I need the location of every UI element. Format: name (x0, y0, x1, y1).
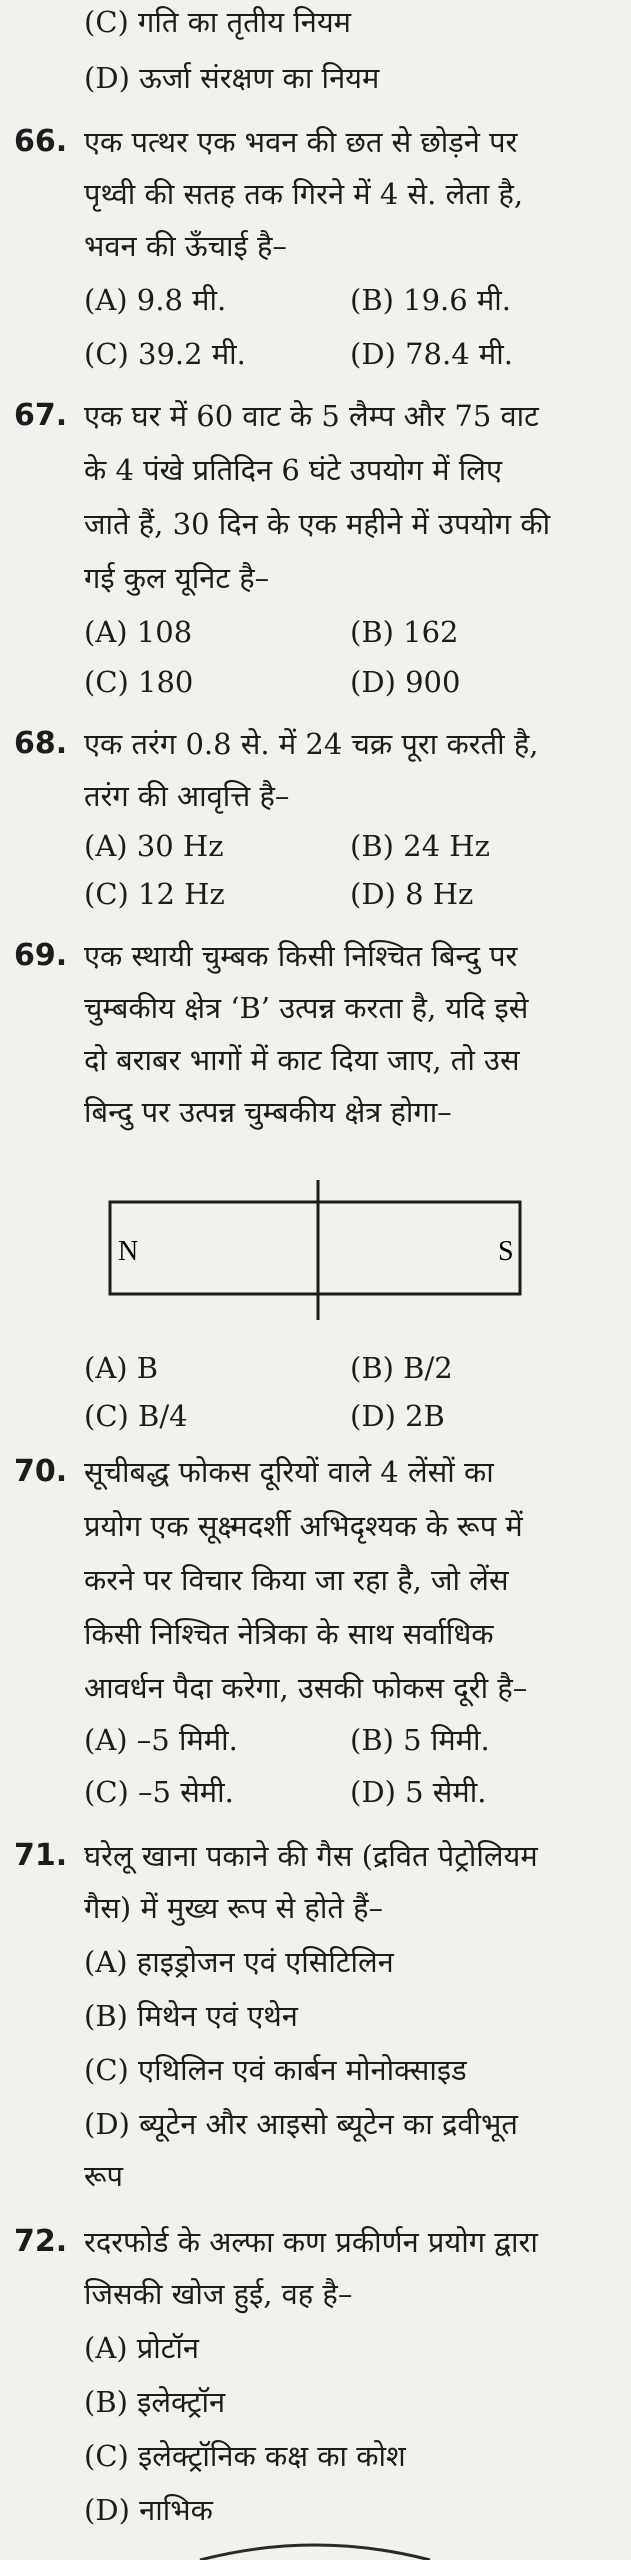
question-line: चुम्बकीय क्षेत्र ‘B’ उत्पन्न करता है, यदि इसे (84, 991, 529, 1025)
question-line: एक तरंग 0.8 से. में 24 चक्र पूरा करती है, (84, 727, 539, 761)
question-line: किसी निश्चित नेत्रिका के साथ सर्वाधिक (84, 1617, 494, 1651)
option-d: (D) नाभिक (84, 2493, 213, 2527)
option-c: (C) –5 सेमी. (84, 1775, 234, 1809)
option-b: (B) B/2 (350, 1351, 453, 1385)
question-line: तरंग की आवृत्ति है– (84, 779, 290, 813)
question-line: जिसकी खोज हुई, वह है– (84, 2277, 353, 2311)
option-d: (D) 900 (350, 665, 461, 699)
question-line: आवर्धन पैदा करेगा, उसकी फोकस दूरी है– (84, 1671, 528, 1705)
option-d: (D) 5 सेमी. (350, 1775, 487, 1809)
bar-magnet-diagram (100, 1180, 530, 1320)
page-bottom-arc (0, 2520, 631, 2560)
option-d: (D) 2B (350, 1399, 445, 1433)
question-line: एक स्थायी चुम्बक किसी निश्चित बिन्दु पर (84, 939, 518, 973)
question-line: करने पर विचार किया जा रहा है, जो लेंस (84, 1563, 509, 1597)
bar-magnet-svg (100, 1180, 530, 1320)
question-line: एक पत्थर एक भवन की छत से छोड़ने पर (84, 125, 518, 159)
option-d: (D) 8 Hz (350, 877, 474, 911)
option-a: (A) 9.8 मी. (84, 283, 227, 317)
question-line: के 4 पंखे प्रतिदिन 6 घंटे उपयोग में लिए (84, 453, 502, 487)
question-number: 66. (14, 124, 68, 159)
option-c: (C) एथिलिन एवं कार्बन मोनोक्साइड (84, 2053, 467, 2087)
option-d: (D) ब्यूटेन और आइसो ब्यूटेन का द्रवीभूत (84, 2107, 518, 2141)
option-b: (B) 5 मिमी. (350, 1723, 490, 1757)
option-a: (A) –5 मिमी. (84, 1723, 238, 1757)
south-pole-label: S (498, 1236, 514, 1267)
option-d-continued: रूप (84, 2159, 124, 2193)
option-c: (C) इलेक्ट्रॉनिक कक्ष का कोश (84, 2439, 406, 2473)
option-a: (A) B (84, 1351, 159, 1385)
option-a: (A) 108 (84, 615, 193, 649)
option-d: (D) 78.4 मी. (350, 337, 513, 371)
question-line: भवन की ऊँचाई है– (84, 229, 287, 263)
option-b: (B) मिथेन एवं एथेन (84, 1999, 298, 2033)
question-number: 69. (14, 938, 68, 973)
question-number: 67. (14, 398, 68, 433)
option-a: (A) प्रोटॉन (84, 2331, 200, 2365)
question-line: रदरफोर्ड के अल्फा कण प्रकीर्णन प्रयोग द्वारा (84, 2225, 538, 2259)
option-a: (A) 30 Hz (84, 829, 224, 863)
option-b: (B) 19.6 मी. (350, 283, 512, 317)
carryover-option-d: (D) ऊर्जा संरक्षण का नियम (84, 61, 380, 95)
question-line: गई कुल यूनिट है– (84, 561, 270, 595)
question-line: प्रयोग एक सूक्ष्मदर्शी अभिदृश्यक के रूप में (84, 1509, 523, 1543)
question-line: पृथ्वी की सतह तक गिरने में 4 से. लेता है, (84, 177, 524, 211)
north-pole-label: N (118, 1236, 139, 1267)
question-line: दो बराबर भागों में काट दिया जाए, तो उस (84, 1043, 520, 1077)
question-number: 68. (14, 726, 68, 761)
magnet-outline (110, 1202, 520, 1294)
question-line: एक घर में 60 वाट के 5 लैम्प और 75 वाट (84, 399, 539, 433)
option-b: (B) 24 Hz (350, 829, 490, 863)
option-b: (B) इलेक्ट्रॉन (84, 2385, 226, 2419)
option-c: (C) B/4 (84, 1399, 188, 1433)
question-line: जाते हैं, 30 दिन के एक महीने में उपयोग की (84, 507, 551, 541)
question-line: गैस) में मुख्य रूप से होते हैं– (84, 1891, 383, 1925)
carryover-option-c: (C) गति का तृतीय नियम (84, 5, 352, 39)
question-number: 71. (14, 1838, 68, 1873)
question-line: घरेलू खाना पकाने की गैस (द्रवित पेट्रोलियम (84, 1839, 538, 1873)
option-c: (C) 39.2 मी. (84, 337, 246, 371)
question-line: बिन्दु पर उत्पन्न चुम्बकीय क्षेत्र होगा– (84, 1095, 452, 1129)
question-number: 70. (14, 1454, 68, 1489)
question-number: 72. (14, 2224, 68, 2259)
option-a: (A) हाइड्रोजन एवं एसिटिलिन (84, 1945, 394, 1979)
question-line: सूचीबद्ध फोकस दूरियों वाले 4 लेंसों का (84, 1455, 494, 1489)
option-c: (C) 12 Hz (84, 877, 225, 911)
option-b: (B) 162 (350, 615, 459, 649)
option-c: (C) 180 (84, 665, 194, 699)
